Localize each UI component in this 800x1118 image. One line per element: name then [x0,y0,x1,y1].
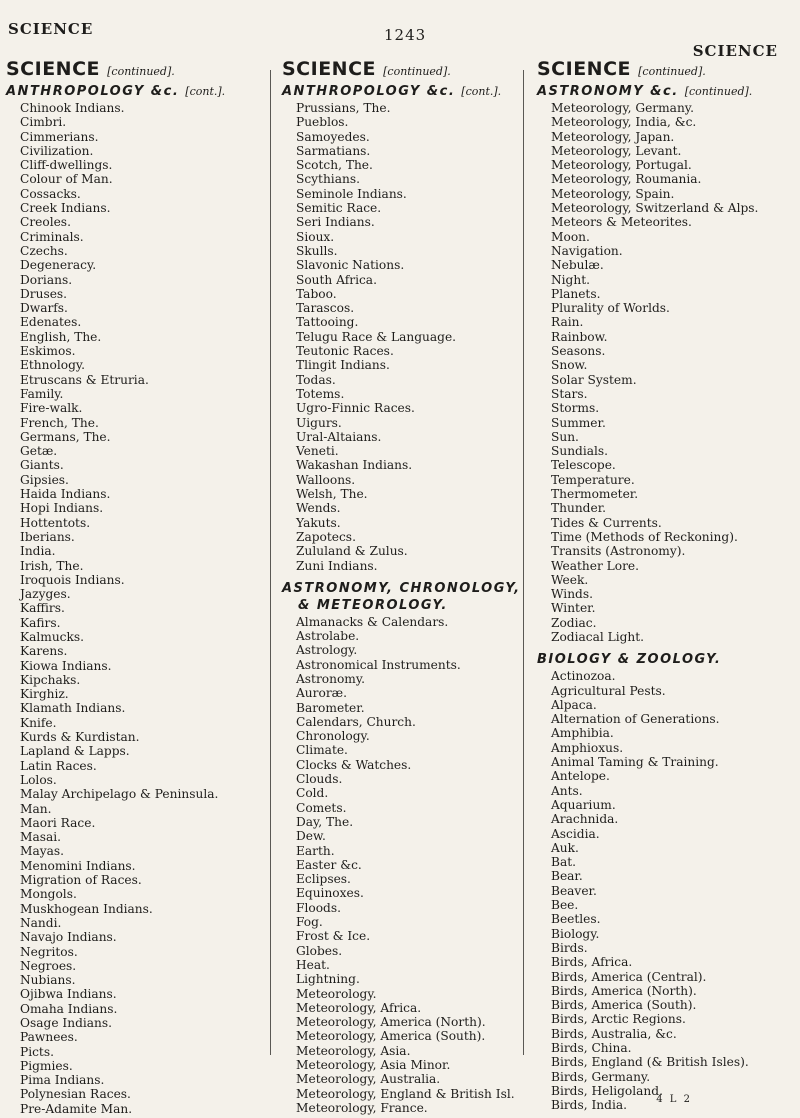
index-entry: Rain. [551,315,584,330]
entry-list [6,101,256,1116]
page-number: 1243 [384,26,427,44]
index-entry: Scythians. [296,172,360,187]
index-entry: Agricultural Pests. [551,683,666,698]
index-entry: Birds, Germany. [551,1069,651,1084]
index-entry: Meteorology, Germany. [551,101,694,115]
index-entry: Chronology. [296,729,370,744]
index-entry: Meteorology, France. [296,1100,428,1115]
index-entry: Comets. [296,800,347,815]
index-entry: Moon. [551,229,590,244]
index-entry: Equinoxes. [296,886,364,901]
index-entry: Ojibwa Indians. [20,987,117,1002]
index-entry: Kipchaks. [20,672,81,687]
index-entry: Auroræ. [296,686,347,701]
index-entry: Floods. [296,900,341,915]
index-entry: Dorians. [20,272,73,287]
index-entry: Picts. [20,1044,54,1059]
index-entry: Birds, America (North). [551,983,697,998]
index-entry: Pre-Adamite Man. [20,1101,133,1116]
running-head-right: SCIENCE [692,42,778,60]
index-entry: Alternation of Generations. [551,712,720,727]
index-entry: Wends. [296,501,341,516]
index-entry: Actinozoa. [551,669,616,684]
index-entry: Beetles. [551,912,601,927]
index-entry: Skulls. [296,243,338,258]
index-entry: Birds, India. [551,1098,627,1113]
index-entry: Night. [551,272,590,287]
index-entry: Meteorology. [296,986,377,1001]
index-entry: Sioux. [296,229,335,244]
index-entry: Kafirs. [20,615,61,630]
index-entry: Snow. [551,358,588,373]
index-entry: Amphibia. [551,726,614,741]
index-entry: India. [20,544,56,559]
index-entry: Colour of Man. [20,172,113,187]
index-entry: Aquarium. [551,797,616,812]
index-entry: Cold. [296,786,329,801]
index-entry: Polynesian Races. [20,1087,131,1102]
index-entry: Seri Indians. [296,215,375,230]
index-entry: Week. [551,572,589,587]
index-entry: Degeneracy. [20,258,97,273]
section-heading-continued: & METEOROLOGY. [298,597,448,613]
index-entry: Winds. [551,587,593,602]
index-entry: Nandi. [20,915,62,930]
index-entry: Storms. [551,401,600,416]
index-entry: Animal Taming & Training. [551,755,719,770]
index-entry: Bear. [551,869,583,884]
index-entry: Ascidia. [551,826,600,841]
index-entry: Tattooing. [296,315,359,330]
index-entry: Scotch, The. [296,158,373,173]
signature-mark: 4 L 2 [656,1094,692,1105]
index-entry: French, The. [20,415,99,430]
index-entry: Kirghiz. [20,687,69,702]
index-entry: Time (Methods of Reckoning). [551,529,738,544]
index-entry: Fire-walk. [20,401,83,416]
index-entry: Birds, America (South). [551,998,697,1013]
index-entry: Plurality of Worlds. [551,301,670,316]
index-entry: Kaffirs. [20,601,65,616]
index-entry: Veneti. [296,444,339,459]
index-entry: Birds. [551,940,588,955]
index-entry: Maori Race. [20,815,96,830]
index-entry: Walloons. [296,472,356,487]
index-entry: Temperature. [551,472,635,487]
index-entry: Amphioxus. [551,740,624,755]
index-entry: Solar System. [551,372,637,387]
index-entry: Day, The. [296,814,354,829]
index-entry: Bee. [551,898,579,913]
index-entry: Chinook Indians. [20,101,125,115]
index-entry: Family. [20,386,64,401]
index-entry: Stars. [551,386,588,401]
index-entry: Latin Races. [20,758,97,773]
index-entry: Summer. [551,415,606,430]
index-entry: Tides & Currents. [551,515,662,530]
index-entry: Birds, Australia, &c. [551,1026,677,1041]
index-entry: Cimmerians. [20,129,99,144]
index-entry: Tlingit Indians. [296,358,390,373]
index-entry: Samoyedes. [296,129,370,144]
index-entry: Knife. [20,715,57,730]
index-entry: Almanacks & Calendars. [296,614,449,629]
entry-list [537,101,782,644]
index-entry: Birds, America (Central). [551,969,707,984]
index-entry: Meteorology, Levant. [551,143,682,158]
section-heading: BIOLOGY & ZOOLOGY. [537,652,722,668]
index-entry: Slavonic Nations. [296,258,405,273]
index-entry: Rainbow. [551,329,608,344]
section-heading: ANTHROPOLOGY &c. [cont.]. [6,84,226,99]
index-entry: Ethnology. [20,358,86,373]
index-entry: Meteorology, Asia Minor. [296,1058,451,1072]
index-entry: Weather Lore. [551,558,640,573]
index-entry: Pigmies. [20,1058,73,1073]
index-entry: Beaver. [551,883,597,898]
index-entry: Creoles. [20,215,71,230]
index-entry: Iberians. [20,529,75,544]
index-entry: Edenates. [20,315,82,330]
index-entry: Lolos. [20,772,57,787]
index-entry: Eskimos. [20,344,76,359]
index-entry: Jazyges. [20,587,71,602]
index-entry: Meteorology, Spain. [551,186,675,201]
index-entry: Negritos. [20,944,78,959]
index-entry: Yakuts. [296,515,341,530]
index-entry: Birds, Africa. [551,955,633,970]
index-entry: Frost & Ice. [296,929,371,944]
index-entry: Bat. [551,855,576,870]
index-entry: Migration of Races. [20,873,142,888]
index-entry: Civilization. [20,143,94,158]
index-entry: Zululand & Zulus. [296,544,408,559]
index-entry: Sun. [551,429,579,444]
index-entry: Czechs. [20,243,68,258]
index-entry: Welsh, The. [296,487,368,502]
index-entry: Easter &c. [296,857,362,872]
index-entry: Cimbri. [20,115,67,130]
index-entry: English, The. [20,329,102,344]
index-entry: Creek Indians. [20,201,111,216]
index-entry: Tarascos. [296,301,355,316]
column-rule [270,70,271,1055]
index-entry: Mongols. [20,887,77,902]
index-entry: Zodiac. [551,615,597,630]
index-entry: Sarmatians. [296,143,371,158]
index-entry: Clouds. [296,772,343,787]
index-entry: Thunder. [551,501,607,516]
index-entry: Cossacks. [20,186,81,201]
index-entry: Alpaca. [551,697,597,712]
index-entry: Germans, The. [20,429,111,444]
index-entry: Criminals. [20,229,84,244]
index-entry: Osage Indians. [20,1016,113,1030]
index-entry: Meteorology, Portugal. [551,158,692,173]
column-rule [523,70,524,1055]
index-entry: Seasons. [551,344,606,359]
index-entry: Pawnees. [20,1030,78,1045]
index-entry: Muskhogean Indians. [20,901,153,916]
index-entry: Todas. [296,372,336,387]
index-entry: Astrology. [296,643,358,658]
entry-list [282,101,522,573]
index-entry: Astronomical Instruments. [296,657,461,672]
index-entry: Calendars, Church. [296,714,416,729]
index-entry: Getæ. [20,444,58,459]
index-entry: Meteorology, Switzerland & Alps. [551,201,759,216]
index-entry: Teutonic Races. [296,344,394,359]
index-entry: Meteorology, Roumania. [551,172,702,187]
index-entry: Man. [20,801,52,816]
index-entry: Lapland & Lapps. [20,744,130,759]
index-entry: Earth. [296,843,335,858]
index-entry: Zodiacal Light. [551,629,645,644]
entry-list [282,615,522,1115]
index-entry: Irish, The. [20,558,84,573]
index-entry: Negroes. [20,958,77,973]
index-entry: Meteorology, India, &c. [551,115,697,130]
index-entry: Gipsies. [20,472,69,487]
index-entry: Iroquois Indians. [20,572,125,587]
index-entry: Dew. [296,829,326,844]
index-entry: Totems. [296,386,345,401]
column-heading: SCIENCE [continued]. [6,58,175,80]
index-entry: Druses. [20,286,68,301]
column-heading: SCIENCE [continued]. [537,58,706,80]
index-entry: Meteorology, England & British Isl. [296,1086,515,1101]
index-entry: Astrolabe. [296,629,360,644]
index-entry: Ants. [551,783,583,798]
index-entry: Eclipses. [296,872,351,887]
index-entry: Taboo. [296,286,337,301]
index-entry: Birds, China. [551,1041,632,1055]
index-entry: Zapotecs. [296,529,356,544]
index-entry: Mayas. [20,844,65,859]
index-entry: Meteorology, Asia. [296,1043,411,1058]
entry-list [537,669,782,1112]
index-entry: Ural-Altaians. [296,429,382,444]
section-heading: ASTRONOMY, CHRONOLOGY, [282,580,521,596]
index-entry: Nebulæ. [551,258,604,273]
column-2 [282,58,522,1115]
index-entry: Prussians, The. [296,101,391,115]
running-head-left: SCIENCE [8,20,94,38]
index-entry: Navajo Indians. [20,930,117,945]
index-entry: Etruscans & Etruria. [20,372,149,387]
index-entry: Planets. [551,286,601,301]
index-entry: Antelope. [551,769,610,784]
index-entry: Zuni Indians. [296,558,378,573]
index-entry: Birds, Arctic Regions. [551,1012,686,1027]
index-entry: Meteorology, America (North). [296,1015,486,1030]
index-entry: Karens. [20,644,68,659]
section-heading: ANTHROPOLOGY &c. [cont.]. [282,84,502,99]
index-entry: Masai. [20,830,62,845]
index-entry: Hopi Indians. [20,501,104,516]
index-entry: Kurds & Kurdistan. [20,730,140,745]
section-heading: ASTRONOMY &c. [continued]. [537,84,753,99]
index-entry: Lightning. [296,972,360,987]
index-entry: Semitic Race. [296,201,382,216]
index-entry: Malay Archipelago & Peninsula. [20,787,219,802]
index-entry: Thermometer. [551,487,639,502]
index-entry: Wakashan Indians. [296,458,413,473]
index-entry: Cliff-dwellings. [20,158,113,173]
index-entry: Barometer. [296,700,365,715]
index-entry: Klamath Indians. [20,701,126,716]
index-entry: Biology. [551,926,600,941]
index-entry: Kiowa Indians. [20,658,112,673]
index-entry: Nubians. [20,973,76,988]
index-entry: Meteorology, America (South). [296,1029,486,1044]
index-entry: Menomini Indians. [20,858,136,873]
index-entry: Climate. [296,743,348,758]
index-entry: Astronomy. [296,671,365,686]
index-entry: Globes. [296,943,343,958]
column-3 [537,58,782,1112]
index-entry: Birds, England (& British Isles). [551,1055,749,1070]
index-entry: Navigation. [551,243,623,258]
index-entry: Dwarfs. [20,301,68,316]
index-entry: Uigurs. [296,415,342,430]
index-entry: Meteors & Meteorites. [551,215,692,230]
column-heading: SCIENCE [continued]. [282,58,451,80]
index-entry: Pima Indians. [20,1073,105,1088]
index-entry: Auk. [551,840,579,855]
index-entry: Telescope. [551,458,616,473]
column-1 [6,58,256,1116]
index-entry: Heat. [296,957,330,972]
index-entry: Meteorology, Australia. [296,1072,441,1087]
index-entry: Arachnida. [551,812,619,827]
index-entry: Hottentots. [20,515,91,530]
index-entry: Telugu Race & Language. [296,329,457,344]
index-entry: Sundials. [551,444,609,459]
index-entry: Clocks & Watches. [296,757,412,772]
index-entry: Transits (Astronomy). [551,544,686,559]
index-entry: Meteorology, Japan. [551,129,675,144]
index-entry: Fog. [296,915,323,930]
index-entry: Pueblos. [296,115,349,130]
index-entry: Ugro-Finnic Races. [296,401,415,416]
index-entry: South Africa. [296,272,377,287]
index-entry: Omaha Indians. [20,1001,118,1016]
index-entry: Birds, Heligoland. [551,1083,663,1098]
index-entry: Meteorology, Africa. [296,1000,422,1015]
index-entry: Haida Indians. [20,487,111,502]
index-entry: Kalmucks. [20,629,85,644]
index-entry: Giants. [20,458,64,473]
index-entry: Winter. [551,601,596,616]
index-entry: Seminole Indians. [296,186,407,201]
